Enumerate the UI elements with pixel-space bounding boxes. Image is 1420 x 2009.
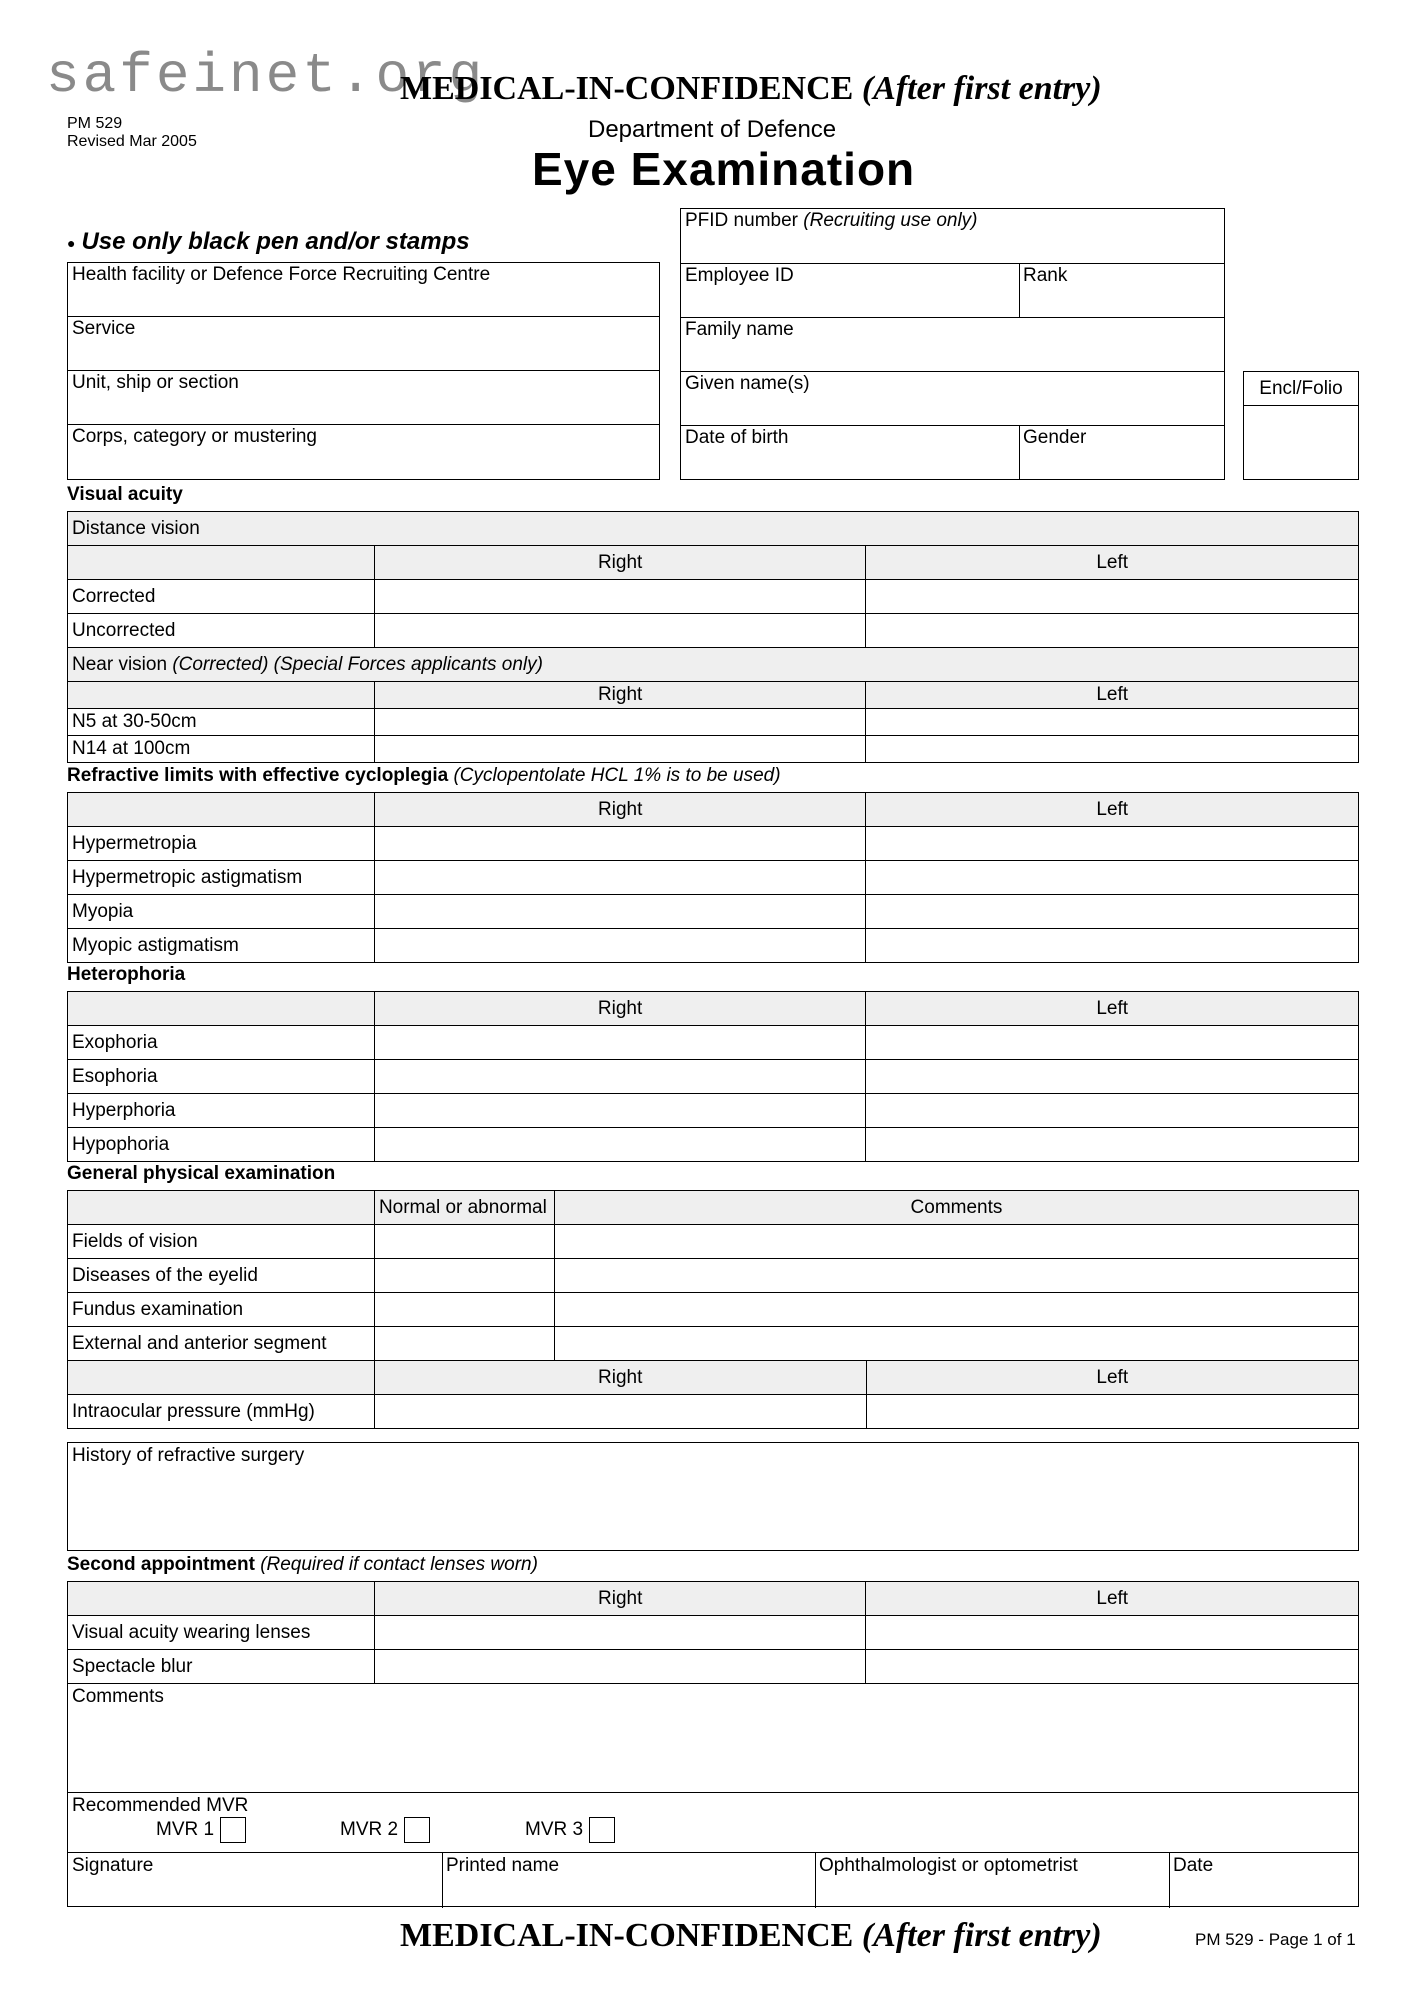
instruction [67,228,470,256]
normal-abnormal-header: Normal or abnormal [374,1191,554,1225]
dob-field[interactable]: Date of birth [685,427,789,448]
rank-field[interactable]: Rank [1023,265,1068,286]
left-header: Left [866,1361,1358,1395]
personal-details-left [67,262,660,480]
n14-right-cell[interactable] [374,736,866,763]
mvr1-label: MVR 1 [156,1819,215,1841]
left-header: Left [866,546,1359,580]
uncorrected-label: Uncorrected [68,614,375,648]
distance-vision-label: Distance vision [68,512,1359,546]
mvr3-checkbox[interactable] [589,1817,615,1843]
unit-field[interactable]: Unit, ship or section [72,372,239,393]
pfid-field[interactable] [685,210,978,232]
confidential-note: (After first entry) [861,70,1102,107]
table-cell[interactable] [554,1259,1358,1293]
heterophoria-table [67,991,1359,1162]
table-cell[interactable] [554,1327,1358,1361]
employee-id-field[interactable]: Employee ID [685,265,794,286]
corrected-label: Corrected [68,580,375,614]
table-cell[interactable] [374,1094,866,1128]
corrected-left-cell[interactable] [866,580,1359,614]
table-cell[interactable] [374,929,866,963]
myopic-astigmatism-label: Myopic astigmatism [68,929,375,963]
left-header: Left [866,992,1359,1026]
hypophoria-label: Hypophoria [68,1128,375,1162]
watermark: safeinet.org [46,44,486,108]
mvr2-option[interactable] [340,1817,430,1843]
visual-acuity-table [67,511,1359,763]
corps-field[interactable]: Corps, category or mustering [72,426,317,447]
service-field[interactable]: Service [72,318,136,339]
table-cell[interactable] [374,1327,554,1361]
general-exam-heading: General physical examination [67,1163,336,1184]
page-title: Eye Examination [532,143,916,195]
exophoria-label: Exophoria [68,1026,375,1060]
second-appointment-title: Second appointment [67,1554,255,1575]
comments-field[interactable]: Comments [72,1686,164,1707]
mvr1-option[interactable] [156,1817,246,1843]
table-cell[interactable] [374,1293,554,1327]
comments-signature-block [67,1683,1359,1907]
table-cell[interactable] [374,1259,554,1293]
left-header: Left [866,682,1359,709]
hypermetropia-label: Hypermetropia [68,827,375,861]
second-appointment-note: (Required if contact lenses worn) [260,1554,538,1575]
table-cell[interactable] [374,895,866,929]
table-cell[interactable] [374,827,866,861]
near-vision-note: (Corrected) (Special Forces applicants only) [172,653,543,675]
confidential-note: (After first entry) [861,1917,1102,1954]
uncorrected-left-cell[interactable] [866,614,1359,648]
table-cell[interactable] [866,895,1359,929]
left-header: Left [866,1582,1359,1616]
right-header: Right [374,992,866,1026]
mvr1-checkbox[interactable] [220,1817,246,1843]
esophoria-label: Esophoria [68,1060,375,1094]
refractive-note: (Cyclopentolate HCL 1% is to be used) [453,765,781,786]
right-header: Right [374,682,866,709]
n14-left-cell[interactable] [866,736,1359,763]
family-name-field[interactable]: Family name [685,319,794,340]
pfid-note: (Recruiting use only) [803,210,978,231]
pfid-label: PFID number [685,210,798,231]
iop-right-cell[interactable] [374,1395,866,1429]
second-appointment-table [67,1581,1359,1684]
health-facility-field[interactable]: Health facility or Defence Force Recruiting Centre [72,264,491,285]
iop-label: Intraocular pressure (mmHg) [68,1395,375,1429]
corrected-right-cell[interactable] [374,580,866,614]
hyperphoria-label: Hyperphoria [68,1094,375,1128]
comments-header: Comments [554,1191,1358,1225]
instruction-text: Use only black pen and/or stamps [81,228,470,255]
history-label: History of refractive surgery [72,1445,305,1466]
encl-folio-label: Encl/Folio [1259,378,1343,399]
table-cell[interactable] [374,1026,866,1060]
spectacle-blur-label: Spectacle blur [68,1650,375,1684]
given-names-field[interactable]: Given name(s) [685,373,810,394]
table-cell[interactable] [866,1616,1359,1650]
table-cell[interactable] [866,827,1359,861]
table-cell[interactable] [374,1225,554,1259]
right-header: Right [374,546,866,580]
form-number: PM 529 [67,115,123,132]
confidential-label: MEDICAL-IN-CONFIDENCE [400,70,854,107]
table-cell[interactable] [554,1293,1358,1327]
table-cell[interactable] [866,1060,1359,1094]
table-cell[interactable] [866,861,1359,895]
bullet-icon: ● [67,234,76,251]
signature-field[interactable]: Signature [72,1855,154,1876]
personal-details-right [680,208,1225,480]
encl-folio-box[interactable] [1243,371,1359,480]
revised-date: Revised Mar 2005 [67,133,197,150]
table-cell[interactable] [374,1060,866,1094]
right-header: Right [374,1582,866,1616]
table-cell[interactable] [866,1128,1359,1162]
table-cell[interactable] [866,1094,1359,1128]
refractive-title: Refractive limits with effective cycloplegia [67,765,449,786]
general-exam-table [67,1190,1359,1429]
page-number: PM 529 - Page 1 of 1 [1195,1930,1356,1949]
myopia-label: Myopia [68,895,375,929]
date-field[interactable]: Date [1173,1855,1214,1876]
eyelid-diseases-label: Diseases of the eyelid [68,1259,375,1293]
visual-acuity-heading: Visual acuity [67,484,183,505]
hypermetropic-astigmatism-label: Hypermetropic astigmatism [68,861,375,895]
external-segment-label: External and anterior segment [68,1327,375,1361]
acuity-lenses-label: Visual acuity wearing lenses [68,1616,375,1650]
refractive-heading [67,765,781,787]
mvr3-option[interactable] [525,1817,615,1843]
mvr2-checkbox[interactable] [404,1817,430,1843]
gender-field[interactable]: Gender [1023,427,1087,448]
confidential-header [400,70,1102,108]
n5-left-cell[interactable] [866,709,1359,736]
table-cell[interactable] [554,1225,1358,1259]
near-vision-text: Near vision [72,653,168,675]
ophthalmologist-field[interactable]: Ophthalmologist or optometrist [819,1855,1078,1876]
mvr2-label: MVR 2 [340,1819,399,1841]
table-cell[interactable] [866,929,1359,963]
near-vision-label [68,648,1359,682]
iop-left-cell[interactable] [866,1395,1358,1429]
history-refractive-surgery-box[interactable] [67,1442,1359,1551]
table-cell[interactable] [374,861,866,895]
fields-of-vision-label: Fields of vision [68,1225,375,1259]
recommended-mvr-label: Recommended MVR [72,1795,249,1816]
second-appointment-heading [67,1554,538,1576]
n5-right-cell[interactable] [374,709,866,736]
n5-label: N5 at 30-50cm [68,709,375,736]
right-header: Right [374,793,866,827]
department-name: Department of Defence [588,116,837,143]
uncorrected-right-cell[interactable] [374,614,866,648]
table-cell[interactable] [374,1616,866,1650]
n14-label: N14 at 100cm [68,736,375,763]
mvr3-label: MVR 3 [525,1819,584,1841]
right-header: Right [374,1361,866,1395]
table-cell[interactable] [866,1026,1359,1060]
refractive-table [67,792,1359,963]
left-header: Left [866,793,1359,827]
fundus-exam-label: Fundus examination [68,1293,375,1327]
heterophoria-heading: Heterophoria [67,964,186,985]
table-cell[interactable] [866,1650,1359,1684]
table-cell[interactable] [374,1128,866,1162]
table-cell[interactable] [374,1650,866,1684]
printed-name-field[interactable]: Printed name [446,1855,560,1876]
confidential-label: MEDICAL-IN-CONFIDENCE [400,1917,854,1954]
confidential-footer [400,1917,1102,1955]
